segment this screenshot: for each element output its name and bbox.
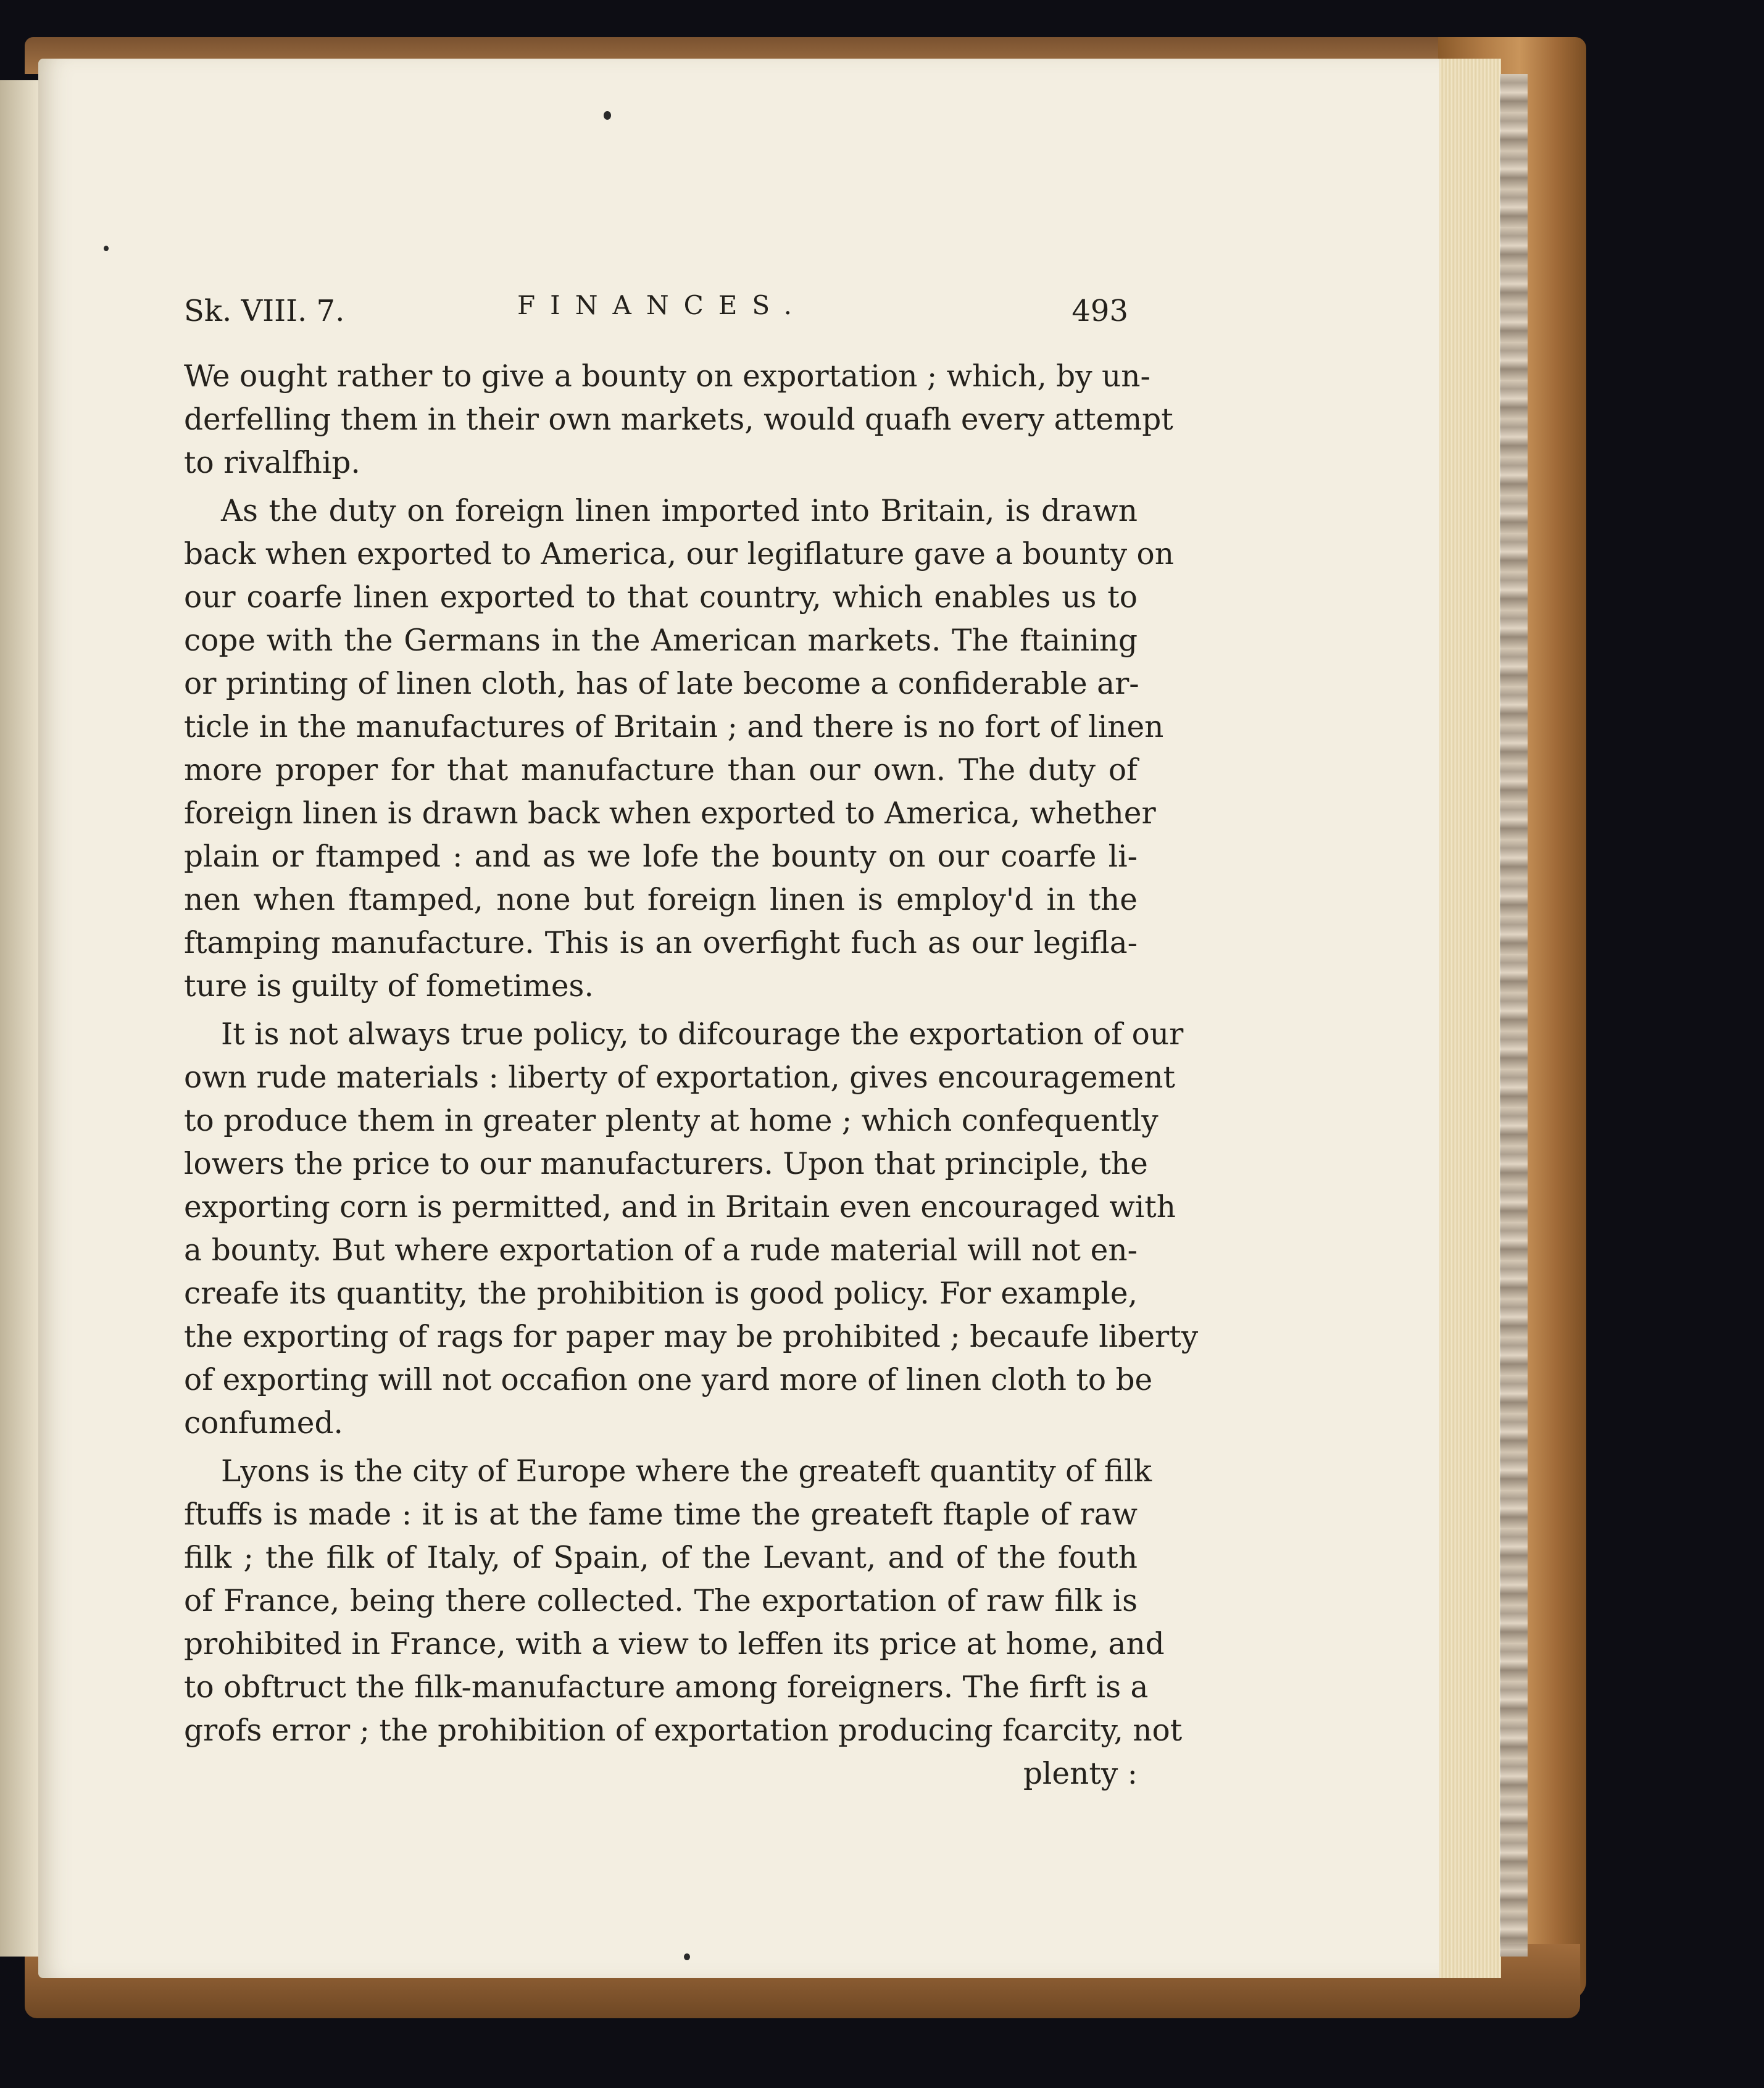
page-number: 493 [1071,294,1128,328]
text-line: ftuffs is made : it is at the fame time the greateft ftaple of raw [184,1497,1138,1532]
facing-page-edge [0,80,38,1957]
text-line: to rivalfhip. [184,446,360,480]
text-line: of France, being there collected. The exportation of raw filk is [184,1584,1138,1618]
paragraph [184,1450,1183,1752]
text-line: foreign linen is drawn back when exported to America, whether [184,796,1156,831]
text-line: more proper for that manufacture than our own. The duty of [184,753,1138,788]
text-line: Lyons is the city of Europe where the greateft quantity of filk [221,1454,1152,1489]
text-line: confumed. [184,1406,343,1441]
text-line: ticle in the manufactures of Britain ; and there is no fort of linen [184,710,1164,744]
body-text [184,355,1199,1795]
text-line: It is not always true policy, to difcourage the exportation of our [221,1017,1184,1052]
text-line: lowers the price to our manufacturers. Upon that principle, the [184,1147,1148,1181]
text-line: We ought rather to give a bounty on exportation ; which, by un- [184,359,1150,394]
text-line: a bounty. But where exportation of a rude material will not en- [184,1233,1138,1268]
text-line: own rude materials : liberty of exportation, gives encouragement [184,1060,1175,1095]
marbled-endpaper [1500,74,1528,1957]
running-title: FINANCES. [517,290,807,320]
text-line: to produce them in greater plenty at home ; which confequently [184,1104,1159,1138]
text-line: exporting corn is permitted, and in Britain even encouraged with [184,1190,1176,1225]
ink-speck [604,111,611,120]
text-line: As the duty on foreign linen imported into Britain, is drawn [221,494,1138,528]
text-line: grofs error ; the prohibition of exportation producing fcarcity, not [184,1713,1183,1748]
ink-speck [684,1953,690,1960]
text-line: nen when ftamped, none but foreign linen is employ'd in the [184,883,1138,917]
text-line: to obftruct the filk-manufacture among foreigners. The firft is a [184,1670,1149,1705]
paragraph [184,355,1173,485]
text-line: derfelling them in their own markets, would quafh every attempt [184,402,1173,437]
text-line: prohibited in France, with a view to leffen its price at home, and [184,1627,1165,1662]
page-edges [1432,59,1501,1978]
text-line: the exporting of rags for paper may be prohibited ; becaufe liberty [184,1320,1199,1354]
text-line: or printing of linen cloth, has of late become a confiderable ar- [184,667,1139,701]
text-line: cope with the Germans in the American markets. The ftaining [184,623,1138,658]
section-reference: Sk. VIII. 7. [184,294,345,328]
text-line: ftamping manufacture. This is an overfight fuch as our legifla- [184,926,1138,960]
running-header [184,290,1134,333]
paragraph [184,489,1174,1008]
text-line: our coarfe linen exported to that country, which enables us to [184,580,1138,615]
text-line: creafe its quantity, the prohibition is good policy. For example, [184,1276,1138,1311]
paragraph [184,1013,1199,1445]
text-line: back when exported to America, our legiflature gave a bounty on [184,537,1174,572]
text-line: ture is guilty of fometimes. [184,969,594,1004]
ink-speck [104,246,109,251]
text-line: plain or ftamped : and as we lofe the bounty on our coarfe li- [184,839,1138,874]
text-line: filk ; the filk of Italy, of Spain, of the Levant, and of the fouth [184,1541,1138,1575]
catchword: plenty : [1023,1757,1138,1791]
text-line: of exporting will not occafion one yard more of linen cloth to be [184,1363,1153,1397]
